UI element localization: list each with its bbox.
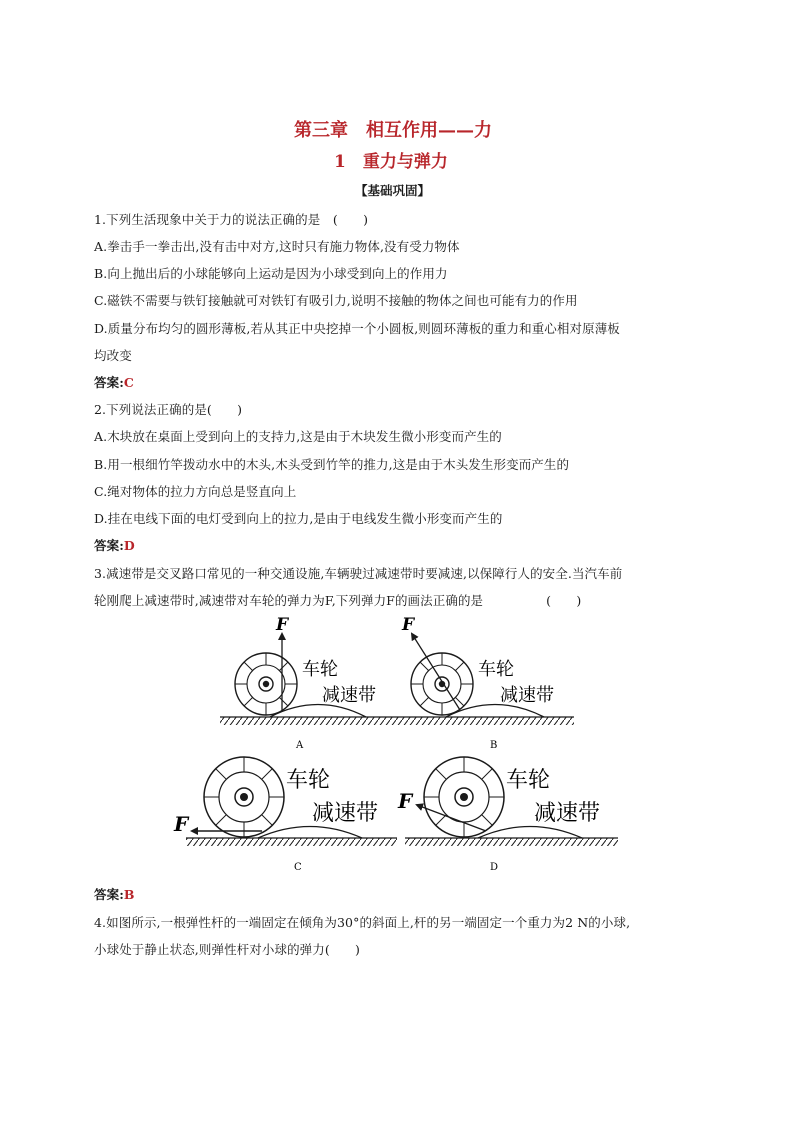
question-1-option-a: A.拳击手一拳击出,没有击中对方,这时只有施力物体,没有受力物体 [94,239,460,254]
force-label: F [402,615,415,635]
answer-value: B [123,887,135,902]
panel-b [397,615,574,725]
panel-c [173,757,397,846]
question-1-option-d: D.质量分布均匀的圆形薄板,若从其正中央挖掉一个小圆板,则圆环薄板的重力和重心相对原薄板 [94,321,620,336]
section-title: 1 重力与弹力 [334,152,448,172]
question-1-option-b: B.向上抛出后的小球能够向上运动是因为小球受到向上的作用力 [94,266,448,281]
question-2-option-a: A.木块放在桌面上受到向上的支持力,这是由于木块发生微小形变而产生的 [94,429,502,444]
panel-label-a: A [296,740,304,751]
panel-d [397,757,618,846]
wheel-icon [235,653,297,715]
wheel-label: 车轮 [302,659,338,680]
force-label: F [174,812,189,836]
force-label: F [276,615,289,635]
force-label: F [398,789,413,813]
answer-value: D [123,538,135,553]
answer-label: 答案: [94,538,124,553]
panel-label-b: B [490,740,498,751]
question-3-answer [94,885,135,903]
panel-label-d: D [490,862,499,873]
panel-a [220,615,397,725]
wheel-icon [424,757,504,837]
panel-label-c: C [294,862,302,873]
question-4-stem-line-1: 4.如图所示,一根弹性杆的一端固定在倾角为30°的斜面上,杆的另一端固定一个重力为2 N的小球, [94,915,631,930]
question-2-option-d: D.挂在电线下面的电灯受到向上的拉力,是由于电线发生微小形变而产生的 [94,511,503,526]
bump-label: 减速带 [312,801,379,826]
chapter-title: 第三章 相互作用——力 [294,120,492,141]
answer-value: C [123,375,134,390]
wheel-icon [204,757,284,837]
question-2-stem: 2.下列说法正确的是( ) [94,402,243,417]
wheel-label: 车轮 [506,768,551,793]
bump-label: 减速带 [322,685,376,706]
question-3-stem-line-2: 轮刚爬上减速带时,减速带对车轮的弹力为F,下列弹力F的画法正确的是 ( ) [94,593,582,608]
answer-label: 答案: [94,887,124,902]
wheel-label: 车轮 [286,768,331,793]
question-1-stem: 1.下列生活现象中关于力的说法正确的是 ( ) [94,212,369,227]
bump-label: 减速带 [500,685,554,706]
question-2-option-b: B.用一根细竹竿拨动水中的木头,木头受到竹竿的推力,这是由于木头发生形变而产生的 [94,457,570,472]
answer-label: 答案: [94,375,124,390]
bump-label: 减速带 [534,801,601,826]
wheel-icon [411,653,473,715]
question-2-option-c: C.绳对物体的拉力方向总是竖直向上 [94,484,297,499]
wheel-label: 车轮 [478,659,514,680]
question-4-stem-line-2: 小球处于静止状态,则弹性杆对小球的弹力( ) [94,942,361,957]
question-3-stem-line-1: 3.减速带是交叉路口常见的一种交通设施,车辆驶过减速带时要减速,以保障行人的安全.当汽车前 [94,566,623,581]
question-1-option-d-cont: 均改变 [94,348,132,363]
question-1-option-c: C.磁铁不需要与铁钉接触就可对铁钉有吸引力,说明不接触的物体之间也可能有力的作用 [94,293,578,308]
subsection-heading: 【基础巩固】 [355,183,431,198]
